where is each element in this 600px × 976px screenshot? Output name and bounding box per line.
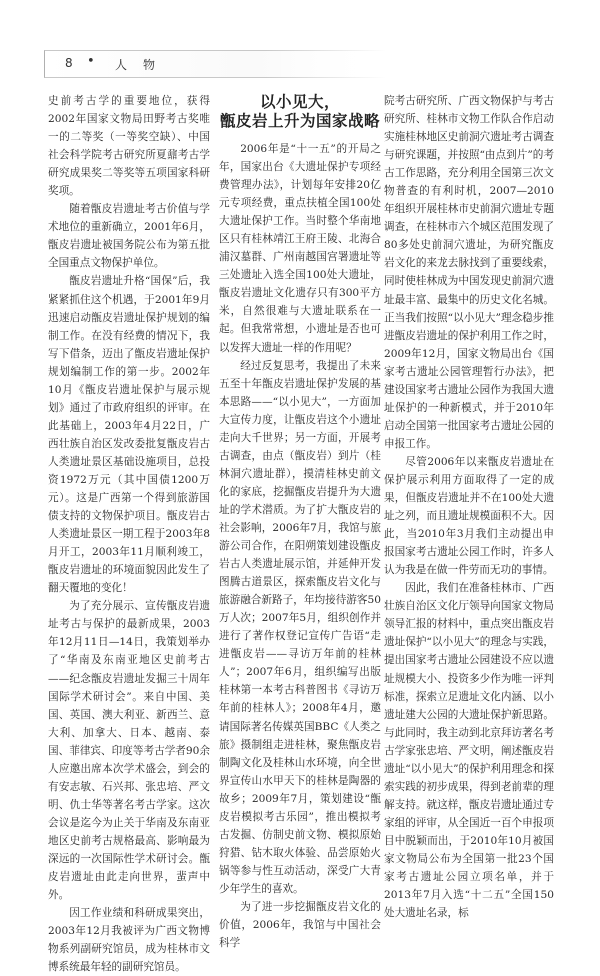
paragraph: 为了进一步挖掘甑皮岩文化的价值，2006年，我馆与中国社会科学 [219,900,381,950]
section-title: 人物 [115,58,172,72]
paragraph: 甑皮岩遗址升格“国保”后，我紧紧抓住这个机遇，于2001年9月迅速启动甑皮岩遗址保护规划的编制工作。在没有经费的情况下，我写下借条，迈出了甑皮岩遗址保护规划编制工作的第一步。2002年10月《甑皮岩遗址保护与展示规划》通过了市政府组织的评审。在此基础上，2003年4月22日，广西壮族自治区发改委批复甑皮岩古人类遗址景区基础设施项目，总投资1972万元（其中国债1200万元）。这是广西第一个得到旅游国债支持的文物保护项目。甑皮岩古人类遗址景区一期工程于2003年8月开工，2003年11月顺利竣工，甑皮岩遗址的环境面貌因此发生了翻天覆地的变化！ [48,275,210,595]
paragraph: 因工作业绩和科研成果突出，2003年12月我被评为广西文物博物系列副研究馆员，成为桂林市文博系统最年轻的副研究馆员。 [48,907,210,974]
header-separator: • [87,54,95,69]
paragraph: 随着甑皮岩遗址考古价值与学术地位的重新确立，2001年6月，甑皮岩遗址被国务院公布为第五批全国重点文物保护单位。 [48,203,210,270]
column-3 [384,92,554,922]
column-2 [219,92,381,952]
paragraph: 院考古研究所、广西文物保护与考古研究所、桂林市文物工作队合作启动实施桂林地区史前洞穴遗址考古调查与研究课题，并按照“由点到片”的考古工作思路，充分利用全国第三次文物普查的有利时机，2007—2010年组织开展桂林市史前洞穴遗址专题调查，在桂林市六个城区范围发现了80多处史前洞穴遗址，为研究甑皮岩文化的来龙去脉找到了重要线索，同时使桂林成为中国发现史前洞穴遗址最丰富、最集中的历史文化名城。正当我们按照“以小见大”理念稳步推进甑皮岩遗址的保护利用工作之时，2009年12月，国家文物局出台《国家考古遗址公园管理暂行办法》，把建设国家考古遗址公园作为我国大遗址保护的一种新模式，并于2010年启动全国第一批国家考古遗址公园的申报工作。 [384,95,554,450]
subheading-line-2: 甑皮岩上升为国家战略 [219,111,380,130]
paragraph: 尽管2006年以来甑皮岩遗址在保护展示利用方面取得了一定的成果，但甑皮岩遗址并不在100处大遗址之列，而且遗址规模面积不大。因此，当2010年3月我们主动提出申报国家考古遗址公园工作时，许多人认为我是在做一件劳而无功的事情。 [384,455,554,577]
paragraph: 史前考古学的重要地位，获得2002年国家文物局田野考古奖唯一的二等奖（一等奖空缺）、中国社会科学院考古研究所夏鼐考古学研究成果奖二等奖等五项国家科研奖项。 [48,95,210,198]
paragraph: 经过反复思考，我提出了未来五至十年甑皮岩遗址保护发展的基本思路——“以小见大”，一方面加大宣传力度，让甑皮岩这个小遗址走向大千世界；另一方面，开展考古调查，由点（甑皮岩）到片（桂林洞穴遗址群），摸清桂林史前文化的家底，挖掘甑皮岩提升为大遗址的学术潜质。为了扩大甑皮岩的社会影响，2006年7月，我馆与旅游公司合作，在阳朔策划建设甑皮岩古人类遗址展示馆，并延伸开发图腾古道景区，探索甑皮岩文化与旅游融合新路子，年均接待游客50万人次；2007年5月，组织创作并进行了著作权登记宣传广告语“走进甑皮岩——寻访万年前的桂林人”；2007年6月，组织编写出版桂林第一本考古科普图书《寻访万年前的桂林人》；2008年4月，邀请国际著名传媒英国BBC《人类之旅》摄制组走进桂林，聚焦甑皮岩制陶文化及桂林山水环境，向全世界宣传山水甲天下的桂林是陶器的故乡；2009年7月，策划建设“甑皮岩模拟考古乐园”，推出模拟考古发掘、仿制史前文物、模拟原始狩猎、钻木取火体验、品尝原始火锅等参与性互动活动，深受广大青少年学生的喜欢。 [219,359,381,895]
article-subheading [219,92,381,130]
paragraph: 为了充分展示、宣传甑皮岩遗址考古与保护的最新成果，2003年12月11日—14日，我策划举办了“华南及东南亚地区史前考古——纪念甑皮岩遗址发掘三十周年国际学术研讨会”。来自中国、美国、英国、澳大利亚、新西兰、意大利、加拿大、日本、越南、泰国、菲律宾、印度等考古学者90余人应邀出席本次学术盛会，到会的有安志敏、石兴邦、张忠培、严文明、仇士华等著名考古学家。这次会议是迄今为止关于华南及东南亚地区史前考古规格最高、影响最为深远的一次国际性学术研讨会。甑皮岩遗址由此走向世界，蜚声中外。 [48,600,210,902]
column-1 [48,92,210,976]
paragraph: 2006年是“十一五”的开局之年，国家出台《大遗址保护专项经费管理办法》，计划每年安排20亿元专项经费，重点扶植全国100处大遗址保护工作。当时整个华南地区只有桂林靖江王府王陵、北海合浦汉墓群、广州南越国宫署遗址等三处遗址入选全国100处大遗址，甑皮岩遗址文化遗存只有300平方米，自然很难与大遗址联系在一起。但我常常想，小遗址是否也可以发挥大遗址一样的作用呢？ [219,143,381,354]
running-header [44,50,385,78]
subheading-line-1: 以小见大， [259,92,340,111]
paragraph: 因此，我们在准备桂林市、广西壮族自治区文化厅领导向国家文物局领导汇报的材料中，重点突出甑皮岩遗址保护“以小见大”的理念与实践，提出国家考古遗址公园建设不应以遗址规模大小、投资多少作为唯一评判标准，探索立足遗址文化内涵、以小遗址建大公园的大遗址保护新思路。与此同时，我主动到北京拜访著名考古学家张忠培、严文明，阐述甑皮岩遗址“以小见大”的保护利用理念和探索实践的初步成果，得到老前辈的理解支持。就这样，甑皮岩遗址通过专家组的评审，从全国近一百个申报项目中脱颖而出，于2010年10月被国家文物局公布为全国第一批23个国家考古遗址公园立项名单，并于2013年7月入选“十二五”全国150处大遗址名录，标 [384,582,554,920]
page-number: 8 [65,56,73,70]
